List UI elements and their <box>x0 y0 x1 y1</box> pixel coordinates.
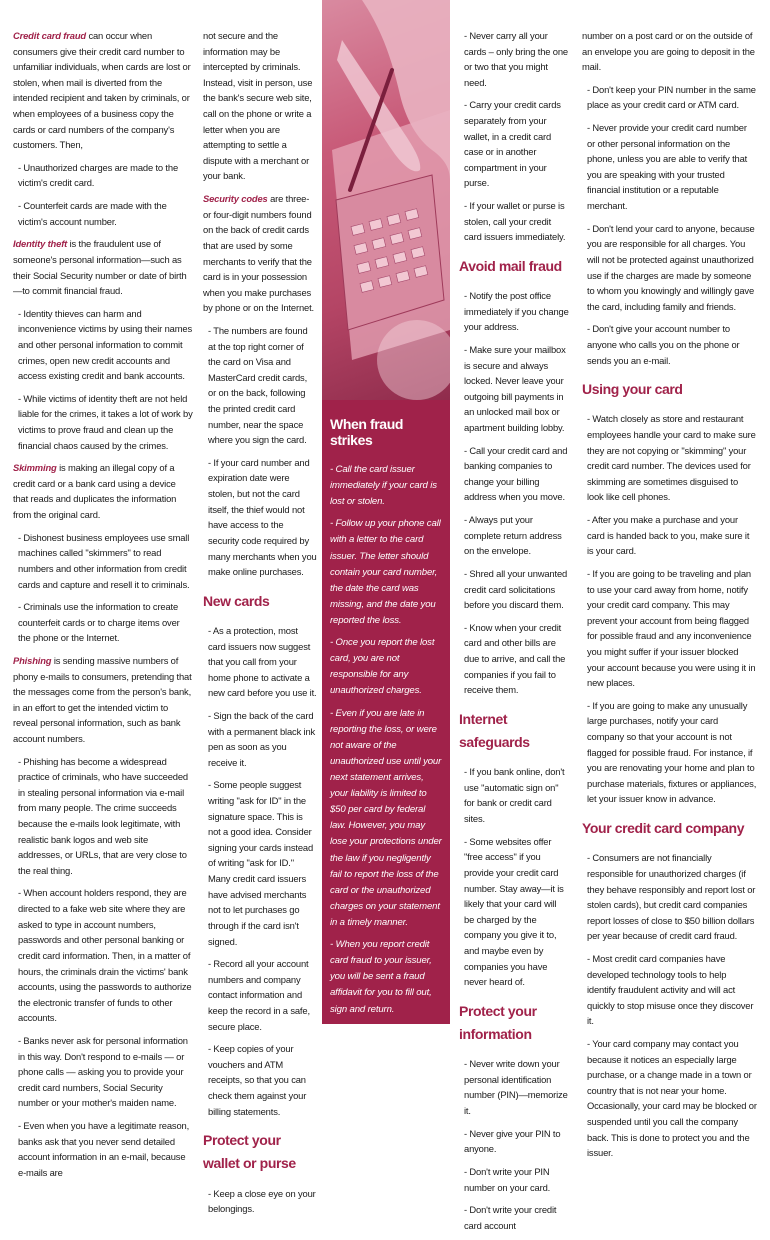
column-3 <box>459 28 569 1240</box>
bullet: - Return the fraud affidavit promptly. <box>330 1025 437 1053</box>
bullet: - Watch closely as store and restaurant employees handle your card to make sure they are not copying or "skimming" your credit card number. The devices used for skimming are sometimes disguised to look like cell phones. <box>587 413 756 503</box>
bullet: - Keep copies of your vouchers and ATM receipts, so that you can check them against your billing statements. <box>208 1043 307 1117</box>
bullet: - If your card number and expiration date were stolen, but not the card itself, the thief would not have access to the security code required by many merchants when you make online purchases. <box>208 456 317 578</box>
bullet: - Consumers are not financially responsible for unauthorized charges (if they behave responsibly and report lost or stolen cards), but credit card companies report losses of close to $50 billion dollars per year because of credit card fraud. <box>587 852 756 942</box>
photo-illustration <box>322 0 450 400</box>
bullet: - Once you report the lost card, you are not responsible for any unauthorized charges. <box>330 637 435 697</box>
bullet: - Don't write your PIN number on your card. <box>464 1165 551 1193</box>
term-credit-card-fraud: Credit card fraud <box>13 30 86 41</box>
definition-text: can occur when consumers give their credit card number to unfamiliar individuals, when cards are lost or stolen, when mail is diverted from the intended recipient and taken by criminals, or when employees of a business copy the cards or card numbers of the company's customers. Then, <box>13 30 191 151</box>
bullet: - The numbers are found at the top right corner of the card on Visa and MasterCard credit cards, or on the back, following the printed credit card number, near the space where you sign the card. <box>208 324 308 446</box>
bullet: - If you bank online, don't use "automatic sign on" for bank or credit card sites. <box>464 766 565 825</box>
bullet: - When account holders respond, they are directed to a fake web site where they are asked to type in account numbers, passwords and other personal banking or credit card information. Then, in a matter of hours, the criminals drain the victims' bank accounts, using the passwords to authorize the electronic transfer of funds to other accounts. <box>18 887 192 1024</box>
paragraph <box>13 460 193 522</box>
column-2 <box>203 28 317 1224</box>
term-security-codes: Security codes <box>203 193 268 205</box>
term-skimming: Skimming <box>13 462 57 474</box>
photo-hand-with-calculator <box>322 0 450 400</box>
bullet: - After you make a purchase and your card is handed back to you, make sure it is your card. <box>587 514 750 557</box>
heading-using-your-card: Using your card <box>582 381 683 398</box>
bullet: - Even if you are late in reporting the loss, or were not aware of the unauthorized use until your next statement arrives, your liability is limited to $50 per card by federal law. However, you may lose your protections under the law if you negligently fail to report the loss of the card or the unauthorized charges on your statement in a timely manner. <box>330 707 442 928</box>
bullet: - Know when your credit card and other bills are due to arrive, and call the companies if you fail to receive them. <box>464 621 566 696</box>
column-4 <box>582 28 757 1168</box>
definition-text: are three- or four-digit numbers found on the back of credit cards that are used by some merchants to verify that the card is in your possession when you make purchases by phone or on the Internet. <box>203 193 314 314</box>
bullet: - Never write down your personal identification number (PIN)—memorize it. <box>464 1058 568 1117</box>
bullet: - Keep a close eye on your belongings. <box>208 1187 316 1215</box>
bullet: - Don't write your credit card account <box>464 1204 557 1231</box>
term-identity-theft: Identity theft <box>13 238 68 250</box>
bullet: - As a protection, most card issuers now suggest that you call from your home phone to activate a new card before you use it. <box>208 624 317 699</box>
bullet: - Don't give your account number to anyone who calls you on the phone or sends you an e-mail. <box>587 323 740 366</box>
bullet: - Record all your account numbers and company contact information and keep the record in a safe, secure place. <box>208 958 310 1032</box>
bullet: - Dishonest business employees use small machines called "skimmers" to read numbers and other information from credit cards and capture and resell it to criminals. <box>18 531 190 590</box>
bullet: - Counterfeit cards are made with the victim's account number. <box>18 200 167 227</box>
bullet: - Always put your complete return address on the envelope. <box>464 514 562 557</box>
bullet: - Criminals use the information to create counterfeit cards or to charge items over the phone or the Internet. <box>18 601 180 644</box>
heading-protect-your-information: Protect your information <box>459 1002 537 1043</box>
bullet: - Never carry all your cards – only bring the one or two that you might need. <box>464 30 568 88</box>
bullet: - Never give your PIN to anyone. <box>464 1127 561 1155</box>
heading-internet-safeguards: Internet safeguards <box>459 710 530 751</box>
paragraph <box>13 28 193 153</box>
bullet: - Call your credit card and banking companies to change your billing address when you move. <box>464 444 568 503</box>
bullet: - Sign the back of the card with a permanent black ink pen as soon as you receive it. <box>208 710 316 768</box>
bullet: - Your card company may contact you because it notices an especially large purchase, or a change made in a town or country that is not near your home. Occasionally, your card may be blocked or suspended until you call the company back. This is done to protect you and the issuer. <box>587 1037 757 1159</box>
bullet: - Carry your credit cards separately from your wallet, in a credit card case or in another compartment in your purse. <box>464 99 561 189</box>
paragraph: not secure and the information may be intercepted by criminals. Instead, visit in person, use the bank's secure web site, call on the phone or write a letter when you are attempting to settle a dispute with a merchant or your bank. <box>203 30 313 182</box>
bullet: - While victims of identity theft are not held liable for the crimes, it takes a lot of work by victims to prove fraud and clean up the financial chaos caused by the crimes. <box>18 392 193 451</box>
column-1 <box>13 28 193 1187</box>
paragraph <box>203 191 317 316</box>
bullet: - Never provide your credit card number or other personal information on the phone, unless you are able to verify that you are speaking with your trusted financial institution or a reputable merchant. <box>587 122 748 212</box>
paragraph: number on a post card or on the outside of an envelope you are going to deposit in the mail. <box>582 30 755 73</box>
bullet: - Don't lend your card to anyone, because you are responsible for all charges. You will not be protected against unauthorized use if the charges are made by someone to whom you knowingly and willingly gave the card, including family and friends. <box>587 222 755 312</box>
definition-text: is making an illegal copy of a credit card or a bank card using a device that reads and duplicates the information from the original card. <box>13 462 177 521</box>
bullet: - When you report credit card fraud to your issuer, you will be sent a fraud affidavit for you to fill out, sign and return. <box>330 939 432 1015</box>
paragraph <box>13 236 193 298</box>
bullet: - Make sure your mailbox is secure and always locked. Never leave your outgoing bill payments in an unlocked mail box or apartment building lobby. <box>464 343 566 434</box>
bullet: - Unauthorized charges are made to the victim's credit card. <box>18 161 179 189</box>
heading-avoid-mail-fraud: Avoid mail fraud <box>459 257 562 274</box>
bullet: - Banks never ask for personal information in this way. Don't respond to e-mails — or phone calls — asking you to provide your credit card numbers, Social Security number or your mother's maiden name. <box>18 1034 188 1109</box>
bullet: - Some people suggest writing "ask for ID" in the signature space. This is not a good idea. Consider signing your cards instead of writing "ask for ID." Many credit card issuers have advised merchants not to let purchases go through if the card isn't signed. <box>208 779 314 947</box>
bullet: - Most credit card companies have developed technology tools to help identify fraudulent activity and will act quickly to stop misuse once they discover it. <box>587 952 754 1027</box>
bullet: - Follow up your phone call with a letter to the card issuer. The letter should contain your card number, the date the card was missing, and the date you reported the loss. <box>330 518 441 626</box>
paragraph <box>13 653 193 747</box>
heading-protect-wallet: Protect your wallet or purse <box>203 1132 296 1172</box>
heading-new-cards: New cards <box>203 592 270 609</box>
bullet: - Don't keep your PIN number in the same place as your credit card or ATM card. <box>587 83 756 111</box>
bullet: - Phishing has become a widespread practice of criminals, who have succeeded in stealing personal information via e-mail from many people. The crime succeeds because the e-mails look legitimate, with realistic bank logos and web site addresses, or URLs, that are very close to the real thing. <box>18 755 188 876</box>
center-panel <box>322 0 450 1053</box>
bullet: - Shred all your unwanted credit card solicitations before you discard them. <box>464 567 568 611</box>
heading-when-fraud-strikes: When fraud strikes <box>330 416 403 448</box>
bullet: - If you are going to make any unusually large purchases, notify your card company so that your account is not flagged for possible fraud. For instance, if you are renovating your home and plan to purchase materials, fixtures or appliances, let your issuer know in advance. <box>587 699 757 805</box>
bullet: - Identity thieves can harm and inconvenience victims by using their names and other personal information to commit crimes, open new credit accounts and access existing credit and bank accounts. <box>18 307 192 382</box>
bullet: - Some websites offer "free access" if you provide your credit card number. Stay away—it is likely that your card will be charged by the company you give it to, and maybe even by companies you have never heard of. <box>464 835 564 988</box>
bullet: - Even when you have a legitimate reason, banks ask that you never send detailed account information in an e-mail, because e-mails are <box>18 1120 190 1178</box>
heading-your-credit-card-company: Your credit card company <box>582 820 745 837</box>
fraud-strikes-band <box>322 400 450 1053</box>
bullet: - If your wallet or purse is stolen, call your credit card issuers immediately. <box>464 200 566 243</box>
bullet: - Call the card issuer immediately if your card is lost or stolen. <box>330 464 437 508</box>
definition-text: is sending massive numbers of phony e-mails to consumers, pretending that the messages come from the person's bank, in an effort to get the intended victim to reveal personal information, such as bank account numbers. <box>13 654 192 744</box>
bullet: - If you are going to be traveling and plan to use your card away from home, notify your credit card company. This may prevent your account from being flagged for possible fraud and any inconvenience you might suffer if your issuer blocked your account because you were using it in new places. <box>587 567 756 689</box>
bullet: - Notify the post office immediately if you change your address. <box>464 290 569 333</box>
term-phishing: Phishing <box>13 654 52 666</box>
definition-text: is the fraudulent use of someone's personal information—such as their Social Security number or date of birth—to commit financial fraud. <box>13 238 187 297</box>
